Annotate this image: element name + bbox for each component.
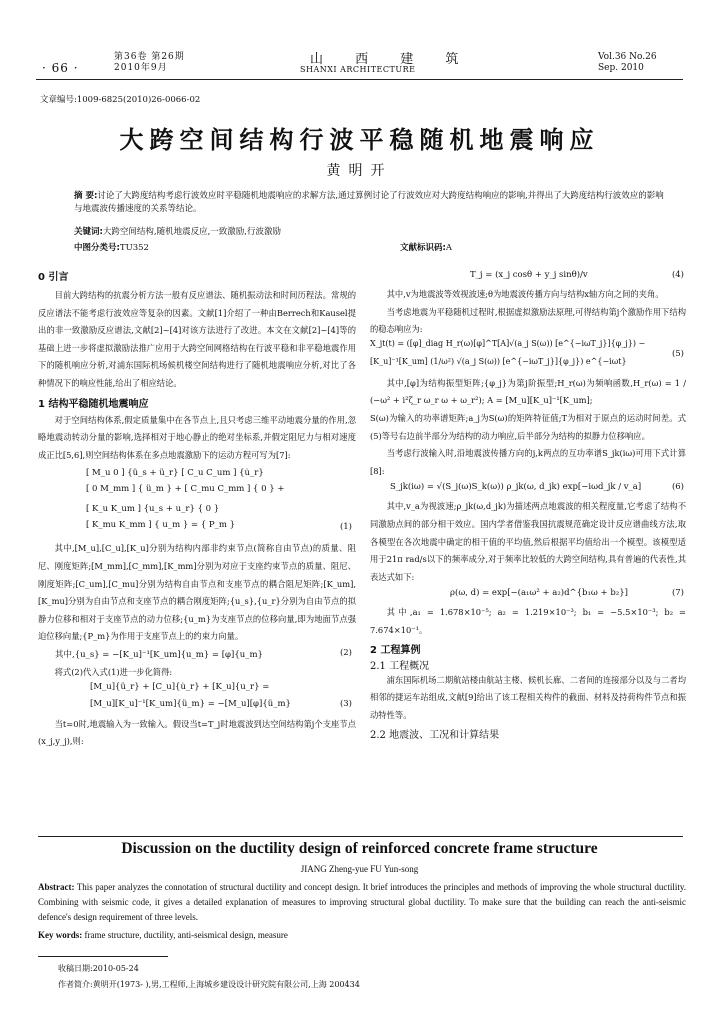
equation-1: [38, 468, 356, 540]
english-abstract-label: Abstract:: [38, 882, 75, 892]
equation-6: [370, 480, 686, 498]
right-column: [370, 268, 686, 741]
paper-title: 大跨空间结构行波平稳随机地震响应: [119, 126, 600, 154]
footer-rule: [38, 956, 168, 957]
section-2-2-title: 2.2 地震波、工况和计算结果: [370, 730, 500, 742]
doc-code-label: 文献标识码:: [400, 243, 446, 253]
eq6-text: S_jk(iω) = √(S_j(ω)S_k(ω)) ρ_jk(ω, d_jk) exp[−iωd_jk / v_a]: [390, 482, 642, 493]
english-title: Discussion on the ductility design of reinforced concrete frame structure: [121, 840, 598, 857]
eq1-number: (1): [339, 522, 352, 533]
eq3-row2: [M_u][K_u]⁻¹[K_um]{ü_m} = −[M_u][φ]{ü_m}: [90, 698, 291, 709]
section-2-title: 2 工程算例: [370, 644, 421, 656]
eq4-explanation: 其中,v为地震波等效视波速;θ为地震波传播方向与结构x轴方向之间的夹角。: [386, 289, 664, 299]
equation-5: [370, 339, 686, 375]
volume-en: Vol.36 No.26: [598, 52, 657, 62]
left-column: [38, 268, 356, 751]
clc-label: 中图分类号:: [74, 243, 120, 253]
section-2-1-title: 2.1 工程概况: [370, 660, 430, 672]
english-keywords-text: frame structure, ductility, anti-seismical design, measure: [84, 930, 288, 940]
english-top-rule: [38, 836, 683, 837]
eq5-row2: [K_u]⁻¹[K_um] (1/ω²) √(a_j S(ω)) [e^{−iωT_j}]{φ_j}) e^{−iωt}: [370, 356, 627, 366]
keywords-label: 关键词:: [74, 227, 103, 237]
left-tail-text: 当t=0时,地震输入为一致输入。假设当t=T_j时地震波到达空间结构第j个支座节点(x_j,y_j),则:: [38, 718, 356, 747]
eq4-text: T_j = (x_j cosθ + y_j sinθ)/v: [470, 270, 588, 280]
eq3-intro: 将式(2)代入式(1)进一步化简得:: [54, 666, 173, 677]
clc-value: TU352: [119, 243, 149, 253]
abstract-label: 摘 要:: [74, 191, 98, 201]
eq1-row1: [ M_u 0 ] {ü_s + ü_r} [ C_u C_um ] {u̇_r}: [86, 468, 264, 479]
page-number: · 66 ·: [42, 61, 79, 75]
english-authors: JIANG Zheng-yue FU Yun-song: [300, 864, 419, 874]
document-code: [400, 242, 452, 255]
equation-2: [38, 646, 356, 664]
clc-number: [74, 242, 149, 255]
eq1-row3: [ K_u K_um ] {u_s + u_r} { 0 }: [86, 504, 220, 515]
equation-3: [38, 682, 356, 716]
eq1-row2: [ 0 M_mm ] { ü_m } + [ C_mu C_mm ] { 0 } +: [86, 484, 285, 495]
keywords-text: 大跨空间结构,随机地震反应,一致激励,行波激励: [102, 227, 282, 237]
paragraph-a: 当考虑地震为平稳随机过程时,根据虚拟激励法原理,可得结构第j个激励作用下结构的稳态响应为:: [370, 306, 686, 335]
eq1-explanation: 其中,[M_u],[C_u],[K_u]分别为结构内部非约束节点(简称自由节点)的质量、阻尼、刚度矩阵;[M_mm],[C_mm],[K_mm]分别为对应于支座约束节点的质量、阻尼、刚度矩阵;[C_um],[C_mu]分别为结构自由节点和支座节点的耦合阻尼矩阵;[K_um],[K_mu]分别为自由节点和支座节点的耦合刚度矩阵;{u_s},{u_r}分别为自由节点的拟静力位移和相对于支座节点的动力位移;{u_m}为支座节点的位移向量,即为地面节点强迫位移向量;{P_m}为作用于支座节点上的约束力向量。: [38, 543, 356, 642]
section-1-text: 对于空间结构体系,假定质量集中在各节点上,且只考虑三维平动地震分量的作用,忽略地震动转动分量的影响,选择相对于地心静止的绝对坐标系,并假定阻尼力与相对速度成正比[5,6],则空间结构体系在多点地震激励下的运动方程可写为[7]:: [38, 414, 356, 460]
paragraph-b: 当考虑行波输入时,沿地震波传播方向的j,k两点的互功率谱S_jk(iω)可用下式计算[8]:: [370, 448, 686, 476]
eq5-row1: X_jt(t) = ([φ]_diag H_r(ω)[φ]^T[A]√(a_j S(ω)) [e^{−iωT_j}]{φ_j}) −: [370, 338, 646, 348]
eq1-row4: [ K_mu K_mm ] { u_m } = { P_m }: [86, 520, 236, 531]
spectrum-explanation: S(ω)为输入的功率谱矩阵;a_j为S(ω)的矩阵特征值;T为相对于原点的运动时间差。式(5)等号右边前半部分为结构的动力响应,后半部分为结构的拟静力位移响应。: [370, 412, 686, 441]
eq4-number: (4): [671, 270, 684, 280]
issue-cn-line2: 2010年9月: [114, 63, 168, 73]
received-date: 收稿日期:2010-05-24: [58, 964, 139, 973]
section-0-text: 目前大跨结构的抗震分析方法一般有反应谱法、随机振动法和时间历程法。常规的反应谱法不能考虑行波效应等复杂的因素。文献[1]介绍了一种由Berrech和Kausel提出的非一致激励反应谱法,文献[2]~[4]对该方法进行了改进。本文在文献[2]~[4]等的基础上进一步将虚拟激励法推广应用于大跨空间网格结构在行波平稳和非平稳地震作用下的随机响应分析,对浦东国际机场候机楼空间结构进行了随机地震响应分析,对比了各种情况下的响应性能,给出了相应结论。: [38, 290, 356, 388]
keywords-cn: [74, 226, 674, 239]
eq6-number: (6): [671, 482, 684, 493]
paper-author: 黄明开: [326, 163, 393, 179]
eq6-explanation: 其中,v_a为视波速;ρ_jk(ω,d_jk)为描述两点地震波的相关程度量,它考虑了结构不同激励点间的部分相干效应。国内学者借鉴我国抗震规范确定设计反应谱曲线方法,取各模型在各次地震中确定的相干值的平均值,然后根据平均值给出一个模型。该模型适用于21π rad/s以下的频率成分,对于频率比较低的大跨空间结构,具有普遍的代表性,其表达式如下:: [370, 501, 686, 582]
section-1-title: 1 结构平稳随机地震响应: [38, 398, 149, 410]
header-rule: [36, 79, 683, 80]
journal-name-en: SHANXI ARCHITECTURE: [300, 65, 416, 74]
eq2-number: (2): [339, 647, 352, 658]
journal-name-cn: 山 西 建 筑: [310, 52, 473, 67]
issue-cn-line1: 第36卷 第26期: [114, 52, 185, 62]
abstract-cn: [74, 190, 670, 216]
equation-7: [370, 586, 686, 604]
english-abstract: [38, 880, 686, 925]
author-bio: 作者简介:黄明开(1973- ),男,工程师,上海城乡建设设计研究院有限公司,上海 200434: [58, 980, 360, 989]
section-2-1-text: 浦东国际机场二期航站楼由航站主楼、候机长廊、二者间的连接部分以及与二者均相邻的捷运车站组成,文献[9]给出了该工程相关构件的截面、材料及持荷构件节点和振动特性等。: [370, 674, 686, 720]
section-0-title: 0 引言: [38, 272, 69, 283]
article-number: 文章编号:1009-6825(2010)26-0066-02: [40, 95, 201, 105]
eq7-text: ρ(ω, d) = exp[−(a₁ω² + a₂)d^{b₁ω + b₂}]: [450, 588, 628, 599]
frequency-response-text: 其中,[φ]为结构振型矩阵;{φ_j}为第j阶振型;H_r(ω)为频响函数,H_r(ω) = 1 / (−ω² + i²ζ_r ω_r ω + ω_r²); A = [M_u][K_u]⁻¹[K_um];: [370, 377, 686, 406]
english-keywords: [38, 928, 686, 943]
abstract-text: 讨论了大跨度结构考虑行波效应时平稳随机地震响应的求解方法,通过算例讨论了行波效应对大跨度结构响应的影响,并得出了大跨度结构行波效应的影响与地震波传播速度的关系等结论。: [74, 191, 664, 214]
doc-code-value: A: [445, 243, 453, 253]
eq3-row1: [M_u]{ü_r} + [C_u]{u̇_r} + [K_u]{u_r} =: [90, 681, 270, 692]
english-keywords-label: Key words:: [38, 930, 83, 940]
english-abstract-text: This paper analyzes the connotation of structural ductility and concept design. It brief introduces the principles and methods of improving the whole structural ductility. Combining with seismic code, it gives a detailed explanation of measures to improving structural global ductility. To make sure that the building can reach the anti-seismic defence's design requirement of three levels.: [38, 882, 686, 922]
date-en: Sep. 2010: [598, 63, 644, 73]
eq3-number: (3): [339, 698, 352, 709]
equation-4: [370, 268, 686, 286]
eq7-number: (7): [671, 588, 684, 599]
eq5-number: (5): [671, 348, 684, 359]
eq7-constants: 其中,a₁ = 1.678×10⁻⁵; a₂ = 1.219×10⁻³; b₁ = −5.5×10⁻³; b₂ = 7.674×10⁻¹。: [370, 607, 686, 635]
eq2-text: 其中,{u_s} = −[K_u]⁻¹[K_um]{u_m} = [φ]{u_m}: [55, 649, 263, 660]
